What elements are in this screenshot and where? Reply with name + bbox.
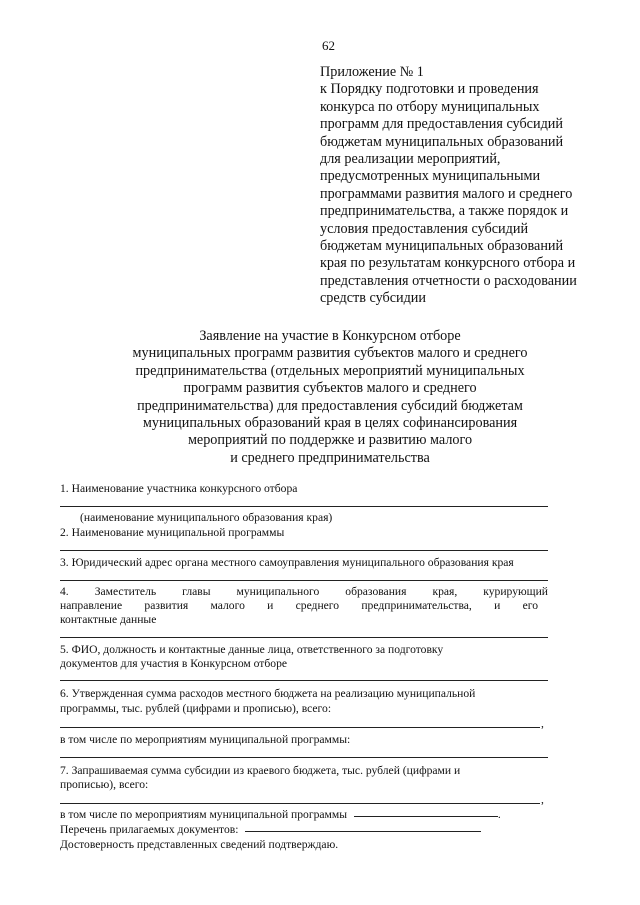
- title-line: муниципальных программ развития субъектов малого и среднего: [132, 345, 528, 362]
- item-3-fill-line[interactable]: [60, 580, 548, 581]
- item-6-including: в том числе по мероприятиям муниципальной программы:: [60, 733, 351, 746]
- appendix-line: для реализации мероприятий,: [320, 151, 501, 168]
- item-4-line-2: направление развития малого и среднего предпринимательства, и его: [60, 599, 538, 612]
- item-6-comma: ,: [541, 717, 544, 730]
- item-4-fill-line[interactable]: [60, 637, 548, 638]
- item-6-including-fill-line[interactable]: [60, 757, 548, 758]
- title-line: мероприятий по поддержке и развитию малого: [187, 432, 473, 449]
- appendix-line: края по результатам конкурсного отбора и: [320, 255, 576, 272]
- title-line: Заявление на участие в Конкурсном отборе: [199, 328, 461, 344]
- attached-documents-fill-line[interactable]: [245, 831, 481, 832]
- item-7-including: [60, 808, 560, 823]
- title-line: программ развития субъектов малого и среднего: [183, 380, 477, 397]
- item-1-hint: (наименование муниципального образования края): [80, 511, 333, 524]
- appendix-line: предпринимательства, а также порядок и: [320, 203, 569, 220]
- item-5-line-1: 5. ФИО, должность и контактные данные лица, ответственного за подготовку: [60, 643, 444, 656]
- attached-documents-label: Перечень прилагаемых документов:: [60, 823, 239, 836]
- item-3-label: 3. Юридический адрес органа местного самоуправления муниципального образования края: [60, 556, 514, 569]
- appendix-line: условия предоставления субсидий: [320, 220, 529, 237]
- appendix-header: [320, 64, 620, 308]
- item-2-label: 2. Наименование муниципальной программы: [60, 526, 285, 539]
- appendix-line: конкурса по отбору муниципальных: [320, 98, 540, 115]
- item-7-period: .: [497, 808, 501, 821]
- attached-documents: [60, 823, 560, 838]
- item-1-label: 1. Наименование участника конкурсного отбора: [60, 482, 298, 495]
- title-line: и среднего предпринимательства: [230, 449, 430, 466]
- item-2-fill-line[interactable]: [60, 550, 548, 551]
- appendix-line: предусмотренных муниципальными: [320, 168, 541, 185]
- item-7-line-1: 7. Запрашиваемая сумма субсидии из краевого бюджета, тыс. рублей (цифрами и: [60, 764, 461, 777]
- item-4-line-1: 4. Заместитель главы муниципального образования края, курирующий: [60, 585, 548, 598]
- appendix-line: представления отчетности о расходовании: [320, 272, 577, 289]
- appendix-line: Приложение № 1: [320, 64, 424, 80]
- title-line: предпринимательства) для предоставления субсидий бюджетам: [137, 397, 523, 414]
- item-5-fill-line[interactable]: [60, 680, 548, 681]
- item-6-line-2: программы, тыс. рублей (цифрами и прописью), всего:: [60, 702, 332, 715]
- page-number: 62: [322, 38, 335, 53]
- appendix-line: к Порядку подготовки и проведения: [320, 81, 539, 98]
- item-7-line-2: прописью), всего:: [60, 778, 149, 791]
- appendix-line: бюджетам муниципальных образований: [320, 238, 564, 255]
- item-6-line-1: 6. Утвержденная сумма расходов местного бюджета на реализацию муниципальной: [60, 687, 476, 700]
- appendix-line: программами развития малого и среднего: [320, 185, 573, 202]
- item-4-line-3: контактные данные: [60, 613, 157, 626]
- item-7-including-fill-line[interactable]: [354, 816, 498, 817]
- appendix-line: программ для предоставления субсидий: [320, 116, 563, 133]
- item-6-fill-line[interactable]: [60, 727, 540, 728]
- item-1-fill-line[interactable]: [60, 506, 548, 507]
- appendix-line: бюджетам муниципальных образований: [320, 133, 564, 150]
- title-line: предпринимательства (отдельных мероприятий муниципальных: [135, 362, 525, 379]
- document-title: [60, 328, 600, 467]
- title-line: муниципальных образований края в целях софинансирования: [142, 415, 518, 432]
- item-7-comma: ,: [541, 793, 544, 806]
- item-7-including-label: в том числе по мероприятиям муниципальной программы: [60, 808, 348, 821]
- item-7-fill-line[interactable]: [60, 803, 540, 804]
- confirmation-statement: Достоверность представленных сведений подтверждаю.: [60, 838, 339, 851]
- item-5-line-2: документов для участия в Конкурсном отборе: [60, 657, 288, 670]
- appendix-line: средств субсидии: [320, 290, 426, 307]
